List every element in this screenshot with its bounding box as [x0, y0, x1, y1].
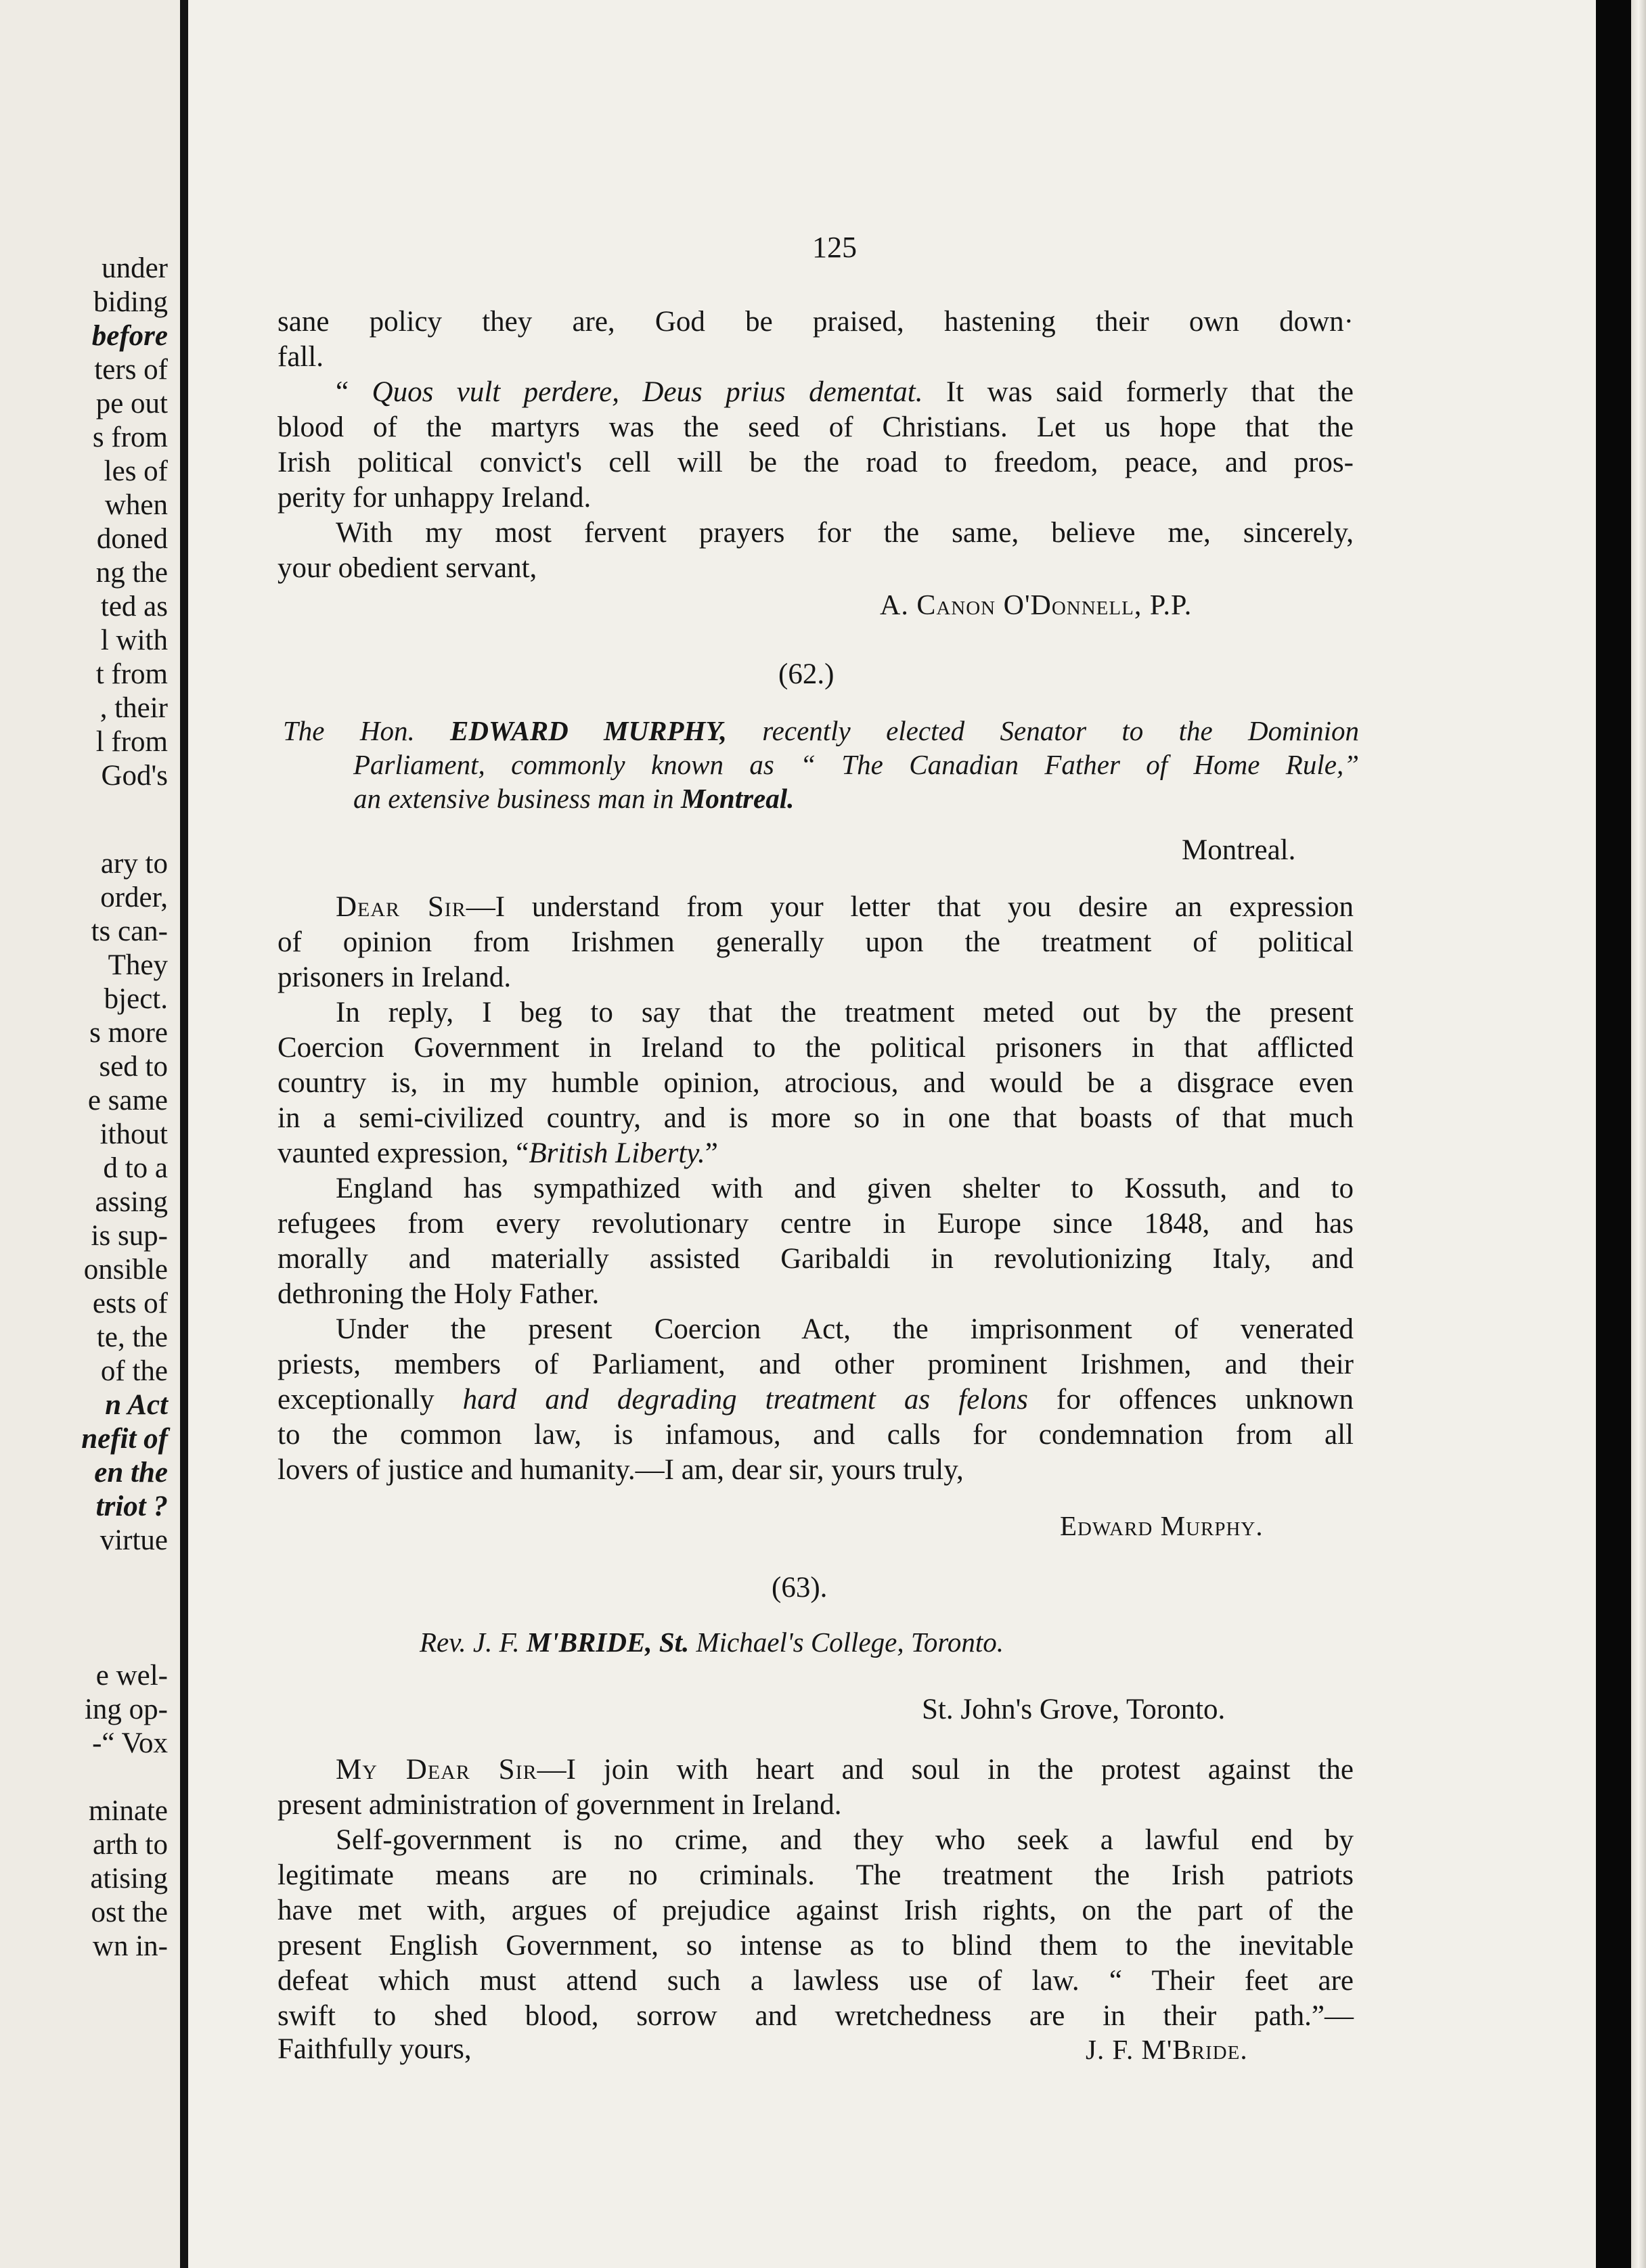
text-line: sane policy they are, God be praised, hastening their own down·: [277, 306, 1354, 338]
left-line: ests of: [92, 1288, 168, 1319]
left-line: t from: [95, 658, 168, 690]
text-line: vaunted expression, “British Liberty.”: [277, 1137, 718, 1169]
text-line: morally and materially assisted Garibaldi in revolutionizing Italy, and: [277, 1243, 1354, 1275]
left-line: te, the: [96, 1321, 168, 1353]
left-line: ing op-: [84, 1694, 168, 1725]
left-line: God's: [101, 760, 168, 792]
text-line: “ Quos vult perdere, Deus prius dementat. It was said formerly that the: [336, 376, 1354, 408]
letter-number: (63).: [772, 1572, 828, 1604]
left-page-fragment: [0, 0, 180, 2268]
left-line: ithout: [99, 1118, 168, 1150]
page-edge: [1596, 0, 1646, 2268]
left-line: ts can-: [91, 915, 168, 947]
left-line: assing: [95, 1186, 168, 1218]
left-line: , their: [99, 692, 168, 724]
left-line: en the: [94, 1457, 168, 1489]
left-line: atising: [90, 1863, 168, 1895]
header-line: an extensive business man in Montreal.: [353, 783, 795, 814]
left-line: triot ?: [95, 1491, 168, 1522]
text-line: priests, members of Parliament, and other prominent Irishmen, and their: [277, 1348, 1354, 1380]
left-line: when: [104, 489, 168, 521]
closing: Faithfully yours,: [277, 2033, 472, 2065]
header-line: Parliament, commonly known as “ The Canadian Father of Home Rule,”: [353, 749, 1359, 780]
letter-62-body: [277, 890, 1354, 1488]
left-line: They: [108, 949, 168, 981]
text-line: With my most fervent prayers for the same, believe me, sincerely,: [336, 517, 1354, 549]
left-line: sed to: [99, 1051, 168, 1083]
left-line: pe out: [95, 388, 168, 419]
text-line: lovers of justice and humanity.—I am, dear sir, yours truly,: [277, 1454, 964, 1486]
left-line: virtue: [99, 1524, 168, 1556]
text-line: Coercion Government in Ireland to the political prisoners in that afflicted: [277, 1032, 1354, 1064]
signature-odonnell: A. Canon O'Donnell, P.P.: [880, 590, 1193, 621]
place-toronto: St. John's Grove, Toronto.: [922, 1694, 1226, 1725]
left-line: biding: [93, 286, 168, 318]
left-line: ters of: [94, 354, 168, 386]
left-line: l from: [95, 726, 168, 758]
letter-62-header: [283, 714, 1359, 815]
text-line: perity for unhappy Ireland.: [277, 482, 592, 514]
left-line: ary to: [100, 848, 168, 880]
left-line: n Act: [105, 1389, 168, 1421]
letter-63-body: [277, 1752, 1354, 2034]
letter-63-header: Rev. J. F. M'BRIDE, St. Michael's College, Toronto.: [420, 1627, 1004, 1658]
text-line: present English Government, so intense as to blind them to the inevitable: [277, 1930, 1354, 1961]
left-line: s from: [92, 422, 168, 453]
page-number: 125: [812, 231, 857, 264]
left-line: of the: [100, 1355, 168, 1387]
left-line: minate: [88, 1795, 168, 1827]
text-line: fall.: [277, 341, 324, 373]
signature-murphy: Edward Murphy.: [1060, 1510, 1264, 1541]
left-line: wn in-: [92, 1930, 168, 1962]
place-montreal: Montreal.: [1182, 834, 1296, 866]
left-line: e same: [87, 1085, 168, 1116]
left-line: onsible: [83, 1254, 168, 1286]
text-line: My Dear Sir—I join with heart and soul in the protest against the: [336, 1754, 1354, 1786]
letter-61-end: [277, 304, 1354, 586]
text-line: have met with, argues of prejudice against Irish rights, on the part of the: [277, 1895, 1354, 1926]
text-line: swift to shed blood, sorrow and wretchedness are in their path.”—: [277, 2000, 1354, 2032]
text-line: blood of the martyrs was the seed of Christians. Let us hope that the: [277, 411, 1354, 443]
text-line: exceptionally hard and degrading treatment as felons for offences unknown: [277, 1384, 1354, 1415]
left-line: bject.: [104, 983, 168, 1015]
left-line: under: [102, 252, 168, 284]
left-line: ted as: [100, 591, 168, 622]
left-line: -“ Vox: [92, 1727, 168, 1759]
text-line: Under the present Coercion Act, the imprisonment of venerated: [336, 1313, 1354, 1345]
text-line: country is, in my humble opinion, atrocious, and would be a disgrace even: [277, 1067, 1354, 1099]
text-line: Self-government is no crime, and they who seek a lawful end by: [336, 1824, 1354, 1856]
left-line: les of: [104, 455, 168, 487]
text-line: dethroning the Holy Father.: [277, 1278, 600, 1310]
text-line: Dear Sir—I understand from your letter that you desire an expression: [336, 891, 1354, 923]
left-line: l with: [100, 625, 168, 656]
text-line: Irish political convict's cell will be the road to freedom, peace, and pros-: [277, 447, 1354, 478]
left-line: before: [91, 320, 168, 352]
left-line: nefit of: [81, 1423, 168, 1455]
left-line: s more: [89, 1017, 168, 1049]
text-line: of opinion from Irishmen generally upon the treatment of political: [277, 926, 1354, 958]
left-line: ng the: [95, 557, 168, 589]
text-line: your obedient servant,: [277, 552, 537, 584]
text-line: legitimate means are no criminals. The treatment the Irish patriots: [277, 1859, 1354, 1891]
left-line: ost the: [91, 1897, 168, 1928]
left-line: order,: [100, 882, 168, 913]
left-line: e wel-: [95, 1660, 168, 1692]
book-gutter: [180, 0, 188, 2268]
left-line: doned: [96, 523, 168, 555]
letter-number: (62.): [778, 658, 835, 690]
text-line: present administration of government in Ireland.: [277, 1789, 842, 1821]
text-line: England has sympathized with and given shelter to Kossuth, and to: [336, 1173, 1354, 1204]
left-line: arth to: [92, 1829, 168, 1861]
text-line: prisoners in Ireland.: [277, 961, 512, 993]
left-line: is sup-: [91, 1220, 168, 1252]
signature-mbride: J. F. M'Bride.: [1086, 2034, 1248, 2065]
left-line: d to a: [103, 1152, 168, 1184]
text-line: in a semi-civilized country, and is more so in one that boasts of that much: [277, 1102, 1354, 1134]
text-line: In reply, I beg to say that the treatment meted out by the present: [336, 997, 1354, 1028]
header-line: The Hon. EDWARD MURPHY, recently elected Senator to the Dominion: [283, 715, 1360, 746]
text-line: to the common law, is infamous, and calls for condemnation from all: [277, 1419, 1354, 1451]
text-line: defeat which must attend such a lawless use of law. “ Their feet are: [277, 1965, 1354, 1997]
text-line: refugees from every revolutionary centre in Europe since 1848, and has: [277, 1208, 1354, 1240]
